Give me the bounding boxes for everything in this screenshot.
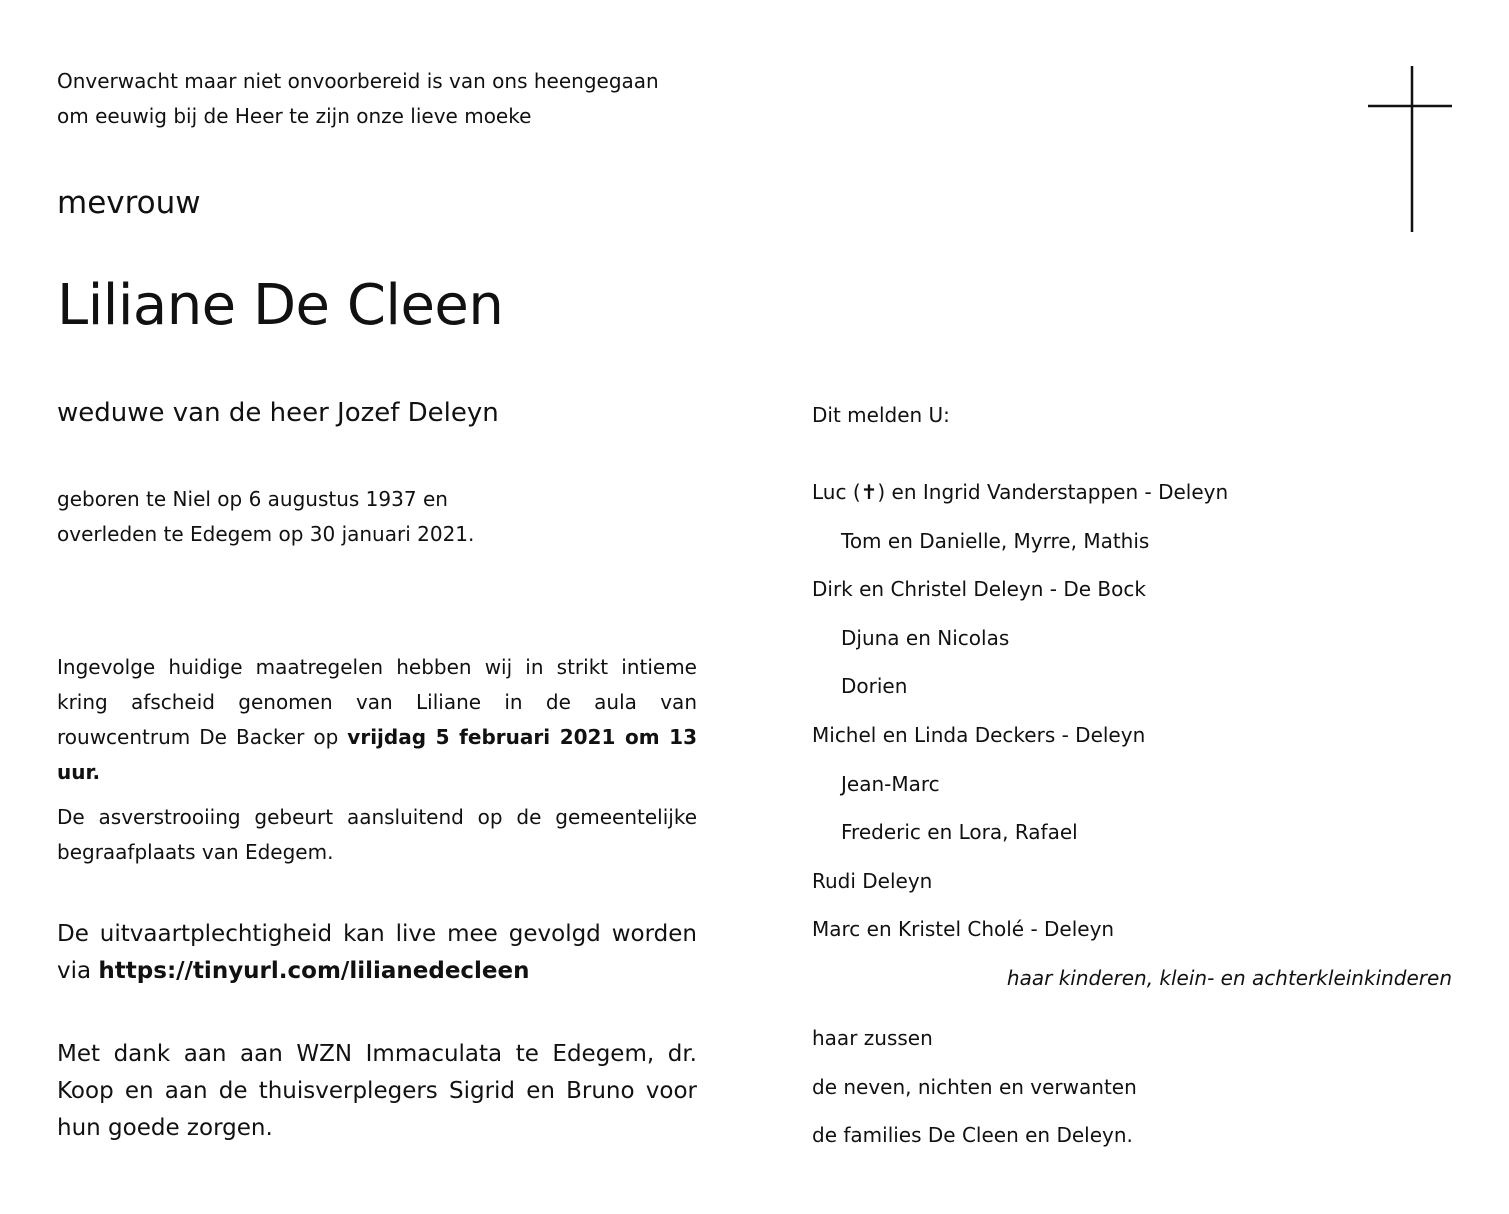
livestream-text: De uitvaartplechtigheid kan live mee gevolgd worden via <box>57 921 697 984</box>
family-member: Rudi Deleyn <box>812 868 933 893</box>
family-signoff: haar kinderen, klein- en achterkleinkinderen <box>1006 965 1452 990</box>
died-line: overleden te Edegem op 30 januari 2021. <box>57 522 475 546</box>
family-member: Luc (✝) en Ingrid Vanderstappen - Deleyn <box>812 480 1229 504</box>
relatives-item: de neven, nichten en verwanten <box>812 1074 1137 1099</box>
family-member: Dorien <box>841 674 908 699</box>
farewell-date: vrijdag 5 februari 2021 om 13 uur. <box>57 725 697 784</box>
relatives-list <box>812 1021 1137 1167</box>
born-line: geboren te Niel op 6 augustus 1937 en <box>57 487 448 511</box>
title-prefix: mevrouw <box>57 185 201 221</box>
deceased-name: Liliane De Cleen <box>57 273 504 338</box>
farewell-paragraph <box>57 650 697 790</box>
cross-icon <box>1368 66 1452 232</box>
livestream-paragraph <box>57 916 697 990</box>
family-member: Michel en Linda Deckers - Deleyn <box>812 722 1146 747</box>
relatives-item: de families De Cleen en Deleyn. <box>812 1123 1133 1148</box>
family-member: Marc en Kristel Cholé - Deleyn <box>812 917 1115 942</box>
announce-heading: Dit melden U: <box>812 403 950 427</box>
intro-text <box>57 64 659 134</box>
relatives-item: haar zussen <box>812 1026 933 1050</box>
family-member: Dirk en Christel Deleyn - De Bock <box>812 577 1146 602</box>
family-member: Djuna en Nicolas <box>841 625 1010 650</box>
scattering-paragraph: De asverstrooiing gebeurt aansluitend op de gemeentelijke begraafplaats van Edegem. <box>57 805 697 864</box>
widow-of: weduwe van de heer Jozef Deleyn <box>57 398 499 428</box>
thanks-paragraph: Met dank aan aan WZN Immaculata te Edegem, dr. Koop en aan de thuisverplegers Sigrid en Bruno voor hun goede zorgen. <box>57 1041 697 1141</box>
farewell-text: Ingevolge huidige maatregelen hebben wij in strikt intieme kring afscheid genomen van Liliane in de aula van rouwcentrum De Backer op <box>57 655 697 749</box>
family-member: Frederic en Lora, Rafael <box>841 820 1078 845</box>
livestream-link[interactable]: https://tinyurl.com/lilianedecleen <box>98 958 530 984</box>
intro-line-1: Onverwacht maar niet onvoorbereid is van ons heengegaan <box>57 69 659 93</box>
birth-death-dates <box>57 482 474 552</box>
family-member: Jean-Marc <box>841 771 940 796</box>
family-list <box>812 475 1452 1010</box>
intro-line-2: om eeuwig bij de Heer te zijn onze lieve moeke <box>57 104 532 128</box>
family-member: Tom en Danielle, Myrre, Mathis <box>841 528 1150 553</box>
